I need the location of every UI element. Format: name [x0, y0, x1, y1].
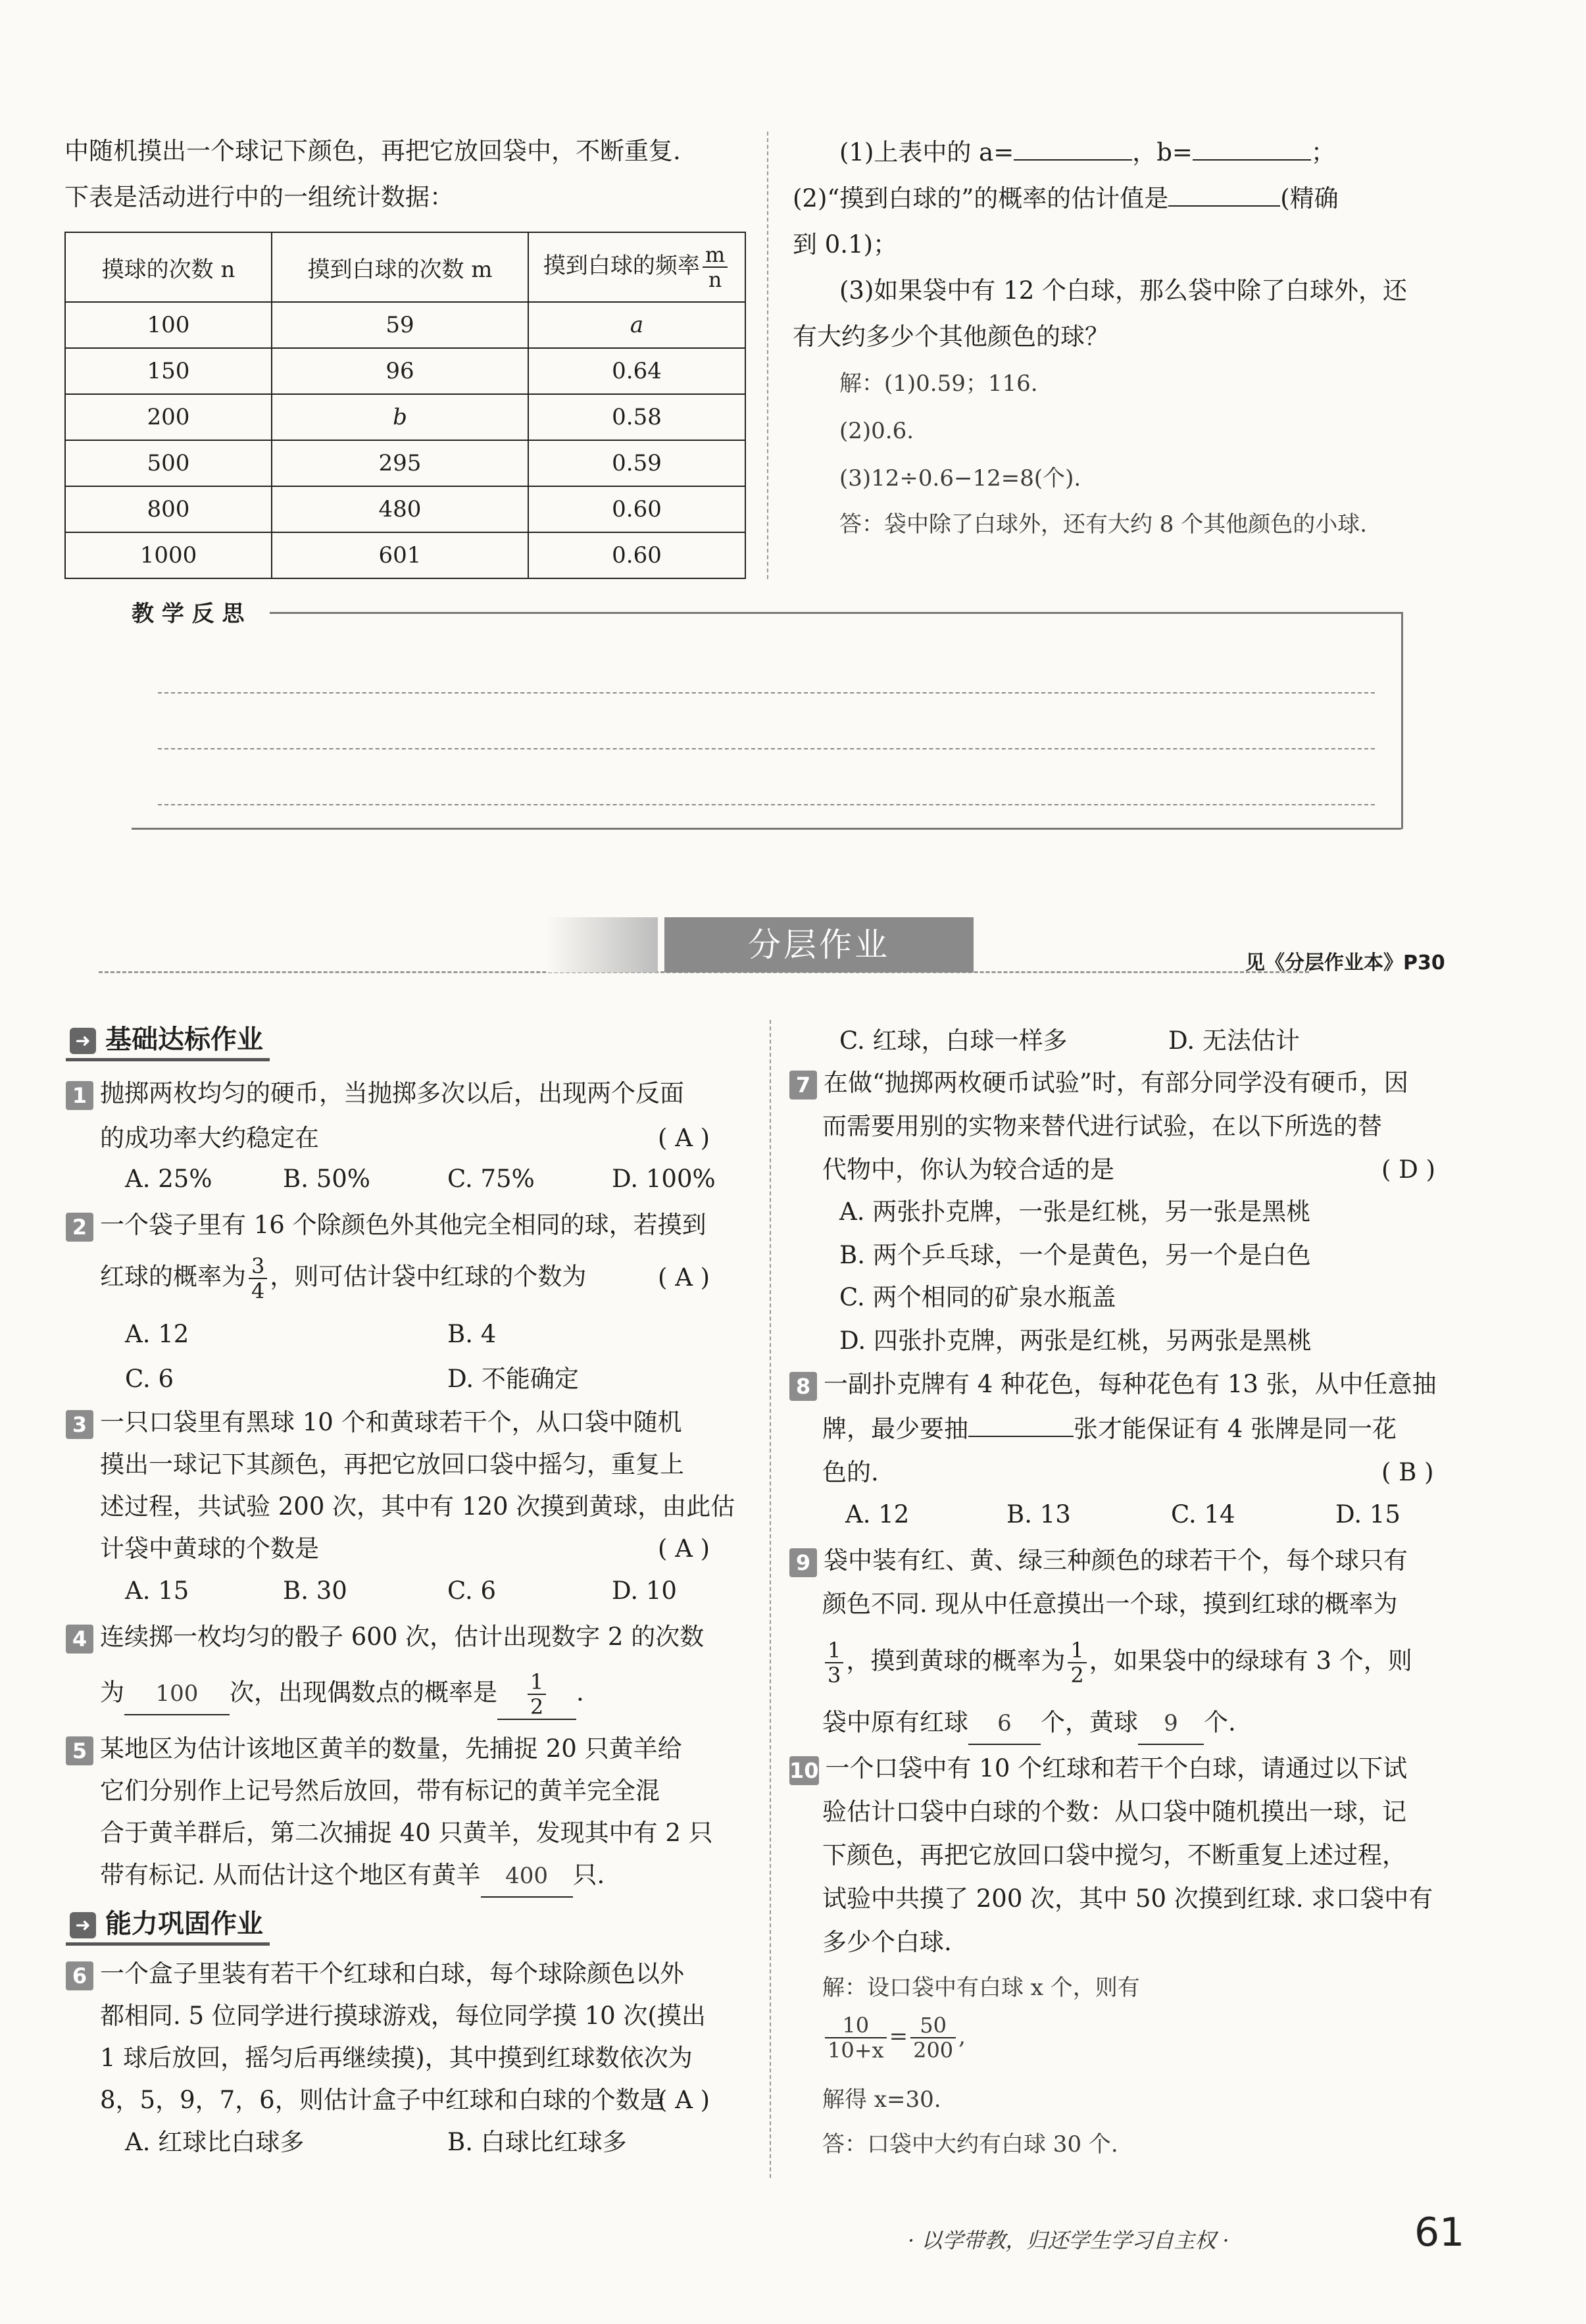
q9-line2: 颜色不同. 现从中任意摸出一个球，摸到红球的概率为: [822, 1590, 1398, 1618]
q7-line2: 而需要用别的实物来替代进行试验，在以下所选的替: [822, 1112, 1382, 1140]
column-divider: [767, 132, 768, 579]
q1-answer: ( A ): [658, 1124, 710, 1152]
q2-opt: B. 4: [447, 1320, 497, 1348]
tr-answer-1: 解：(1)0.59；116.: [839, 370, 1038, 397]
q4: 4 连续掷一枚均匀的骰子 600 次，估计出现数字 2 的次数: [66, 1616, 704, 1658]
cell: 0.64: [528, 348, 745, 394]
cell: 0.60: [528, 486, 745, 532]
q5-line4: 带有标记. 从而估计这个地区有黄羊 400 只.: [100, 1854, 605, 1898]
q6-answer: ( A ): [658, 2086, 710, 2114]
q7-opt: A. 两张扑克牌，一张是红桃，另一张是黑桃: [839, 1198, 1311, 1226]
q7-opt: C. 两个相同的矿泉水瓶盖: [839, 1283, 1116, 1311]
q2-opt: A. 12: [125, 1320, 189, 1348]
q10-equation: $\frac{10}{10+x}$ = $\frac{50}{200}$ ,: [822, 2013, 966, 2062]
q10-line3: 下颜色，再把它放回口袋中搅匀，不断重复上述过程，: [822, 1841, 1406, 1869]
tr-q3: (3)如果袋中有 12 个白球，那么袋中除了白球外，还: [839, 276, 1408, 305]
cell: 0.58: [528, 394, 745, 440]
q1-opt: D. 100%: [612, 1165, 716, 1193]
q10-line4: 试验中共摸了 200 次，其中 50 次摸到红球. 求口袋中有: [822, 1884, 1433, 1913]
q8-answer: ( B ): [1381, 1458, 1434, 1486]
reflection-line: [158, 804, 1375, 805]
table-row: [65, 532, 745, 578]
intro-line-1: 中随机摸出一个球记下颜色，再把它放回袋中，不断重复.: [64, 137, 681, 165]
cell: 480: [272, 486, 528, 532]
q3-opt: A. 15: [125, 1577, 189, 1605]
q8-opt: C. 14: [1171, 1500, 1235, 1528]
q7: 7 在做“抛掷两枚硬币试验”时，有部分同学没有硬币，因: [789, 1062, 1408, 1104]
page-number: 61: [1414, 2210, 1465, 2256]
reflection-line: [158, 692, 1375, 694]
cell: 800: [65, 486, 272, 532]
q9: 9 袋中装有红、黄、绿三种颜色的球若干个，每个球只有: [789, 1540, 1408, 1582]
q2: 2 一个袋子里有 16 个除颜色外其他完全相同的球，若摸到: [66, 1204, 706, 1246]
banner-title: 分层作业: [664, 917, 974, 973]
banner-fade: [546, 917, 658, 973]
q8: 8 一副扑克牌有 4 种花色，每种花色有 13 张，从中任意抽: [789, 1363, 1437, 1405]
section-basic: ➜ 基础达标作业: [66, 1021, 270, 1061]
arrow-icon: ➜: [70, 1028, 96, 1054]
column-divider: [770, 1020, 771, 2178]
arrow-icon: ➜: [70, 1912, 96, 1938]
q9-line4: 袋中原有红球 6 个，黄球 9 个.: [822, 1702, 1236, 1745]
q6-opt: D. 无法估计: [1168, 1026, 1300, 1055]
tr-answer-3: (3)12÷0.6−12=8(个).: [839, 465, 1081, 492]
q6-line4: 8，5，9，7，6，则估计盒子中红球和白球的个数是: [100, 2086, 664, 2114]
q3-line4: 计袋中黄球的个数是: [100, 1534, 319, 1563]
workbook-reference: 见《分层作业本》P30: [1245, 951, 1445, 974]
cell: a: [528, 302, 745, 348]
q7-answer: ( D ): [1381, 1155, 1436, 1184]
q7-opt: D. 四张扑克牌，两张是红桃，另两张是黑桃: [839, 1326, 1312, 1355]
reflection-label: 教 学 反 思: [132, 601, 245, 627]
tr-answer-4: 答：袋中除了白球外，还有大约 8 个其他颜色的小球.: [839, 511, 1368, 538]
q6-opt: C. 红球，白球一样多: [839, 1026, 1068, 1055]
q1-opt: B. 50%: [283, 1165, 370, 1193]
q6-opt: B. 白球比红球多: [447, 2128, 627, 2156]
cell: 200: [65, 394, 272, 440]
reflection-bottom: [132, 828, 1401, 830]
q6-line2: 都相同. 5 位同学进行摸球游戏，每位同学摸 10 次(摸出: [100, 2002, 706, 2030]
footer-slogan: · 以学带教，归还学生学习自主权 ·: [908, 2228, 1229, 2253]
q1: 1 抛掷两枚均匀的硬币，当抛掷多次以后，出现两个反面: [66, 1073, 684, 1115]
q8-line3: 色的.: [822, 1458, 879, 1486]
table-row: [65, 394, 745, 440]
q8-opt: D. 15: [1335, 1500, 1400, 1528]
q6: 6 一个盒子里装有若干个红球和白球，每个球除颜色以外: [66, 1953, 684, 1995]
cell: 100: [65, 302, 272, 348]
cell: 0.60: [528, 532, 745, 578]
reflection-line: [158, 748, 1375, 749]
q6-opt: A. 红球比白球多: [125, 2128, 305, 2156]
q9-line3: $\frac{1}{3}$ ，摸到黄球的概率为 $\frac{1}{2}$ ，如果袋中的绿球有 3 个，则: [822, 1638, 1412, 1687]
tr-q2-line2: 到 0.1)；: [793, 230, 898, 259]
cell: 500: [65, 440, 272, 486]
q8-opt: B. 13: [1006, 1500, 1071, 1528]
q7-line3: 代物中，你认为较合适的是: [822, 1155, 1114, 1184]
q3-line3: 述过程，共试验 200 次，其中有 120 次摸到黄球，由此估: [100, 1492, 735, 1521]
q10-line2: 验估计口袋中白球的个数：从口袋中随机摸出一球，记: [822, 1798, 1406, 1826]
tr-answer-2: (2)0.6.: [839, 418, 914, 444]
table-row: [65, 302, 745, 348]
q10-solution-3: 解得 x=30.: [822, 2086, 941, 2113]
q1-opt: C. 75%: [447, 1165, 535, 1193]
q2-line2: 红球的概率为 $\frac{3}{4}$ ，则可估计袋中红球的个数为: [100, 1253, 587, 1303]
header-n: 摸球的次数 n: [65, 232, 272, 302]
q3-line2: 摸出一球记下其颜色，再把它放回口袋中摇匀，重复上: [100, 1450, 684, 1478]
tr-q2: (2)“摸到白球的”的概率的估计值是 (精确: [793, 184, 1339, 213]
table-row: [65, 440, 745, 486]
header-freq: 摸到白球的频率 $\frac{m}{n}$: [528, 232, 745, 302]
cell: 150: [65, 348, 272, 394]
q3-opt: B. 30: [283, 1577, 347, 1605]
header-m: 摸到白球的次数 m: [272, 232, 528, 302]
reflection-rule: [270, 612, 1401, 614]
section-ability: ➜ 能力巩固作业: [66, 1906, 270, 1946]
q8-line2: 牌，最少要抽 张才能保证有 4 张牌是同一花: [822, 1415, 1397, 1443]
q1-opt: A. 25%: [125, 1165, 212, 1193]
q10-line5: 多少个白球.: [822, 1928, 952, 1956]
intro-line-2: 下表是活动进行中的一组统计数据：: [64, 183, 454, 211]
tr-q3-line2: 有大约多少个其他颜色的球？: [793, 322, 1109, 351]
stats-table: [64, 232, 746, 579]
q5-line3: 合于黄羊群后，第二次捕捉 40 只黄羊，发现其中有 2 只: [100, 1819, 713, 1847]
q7-opt: B. 两个乒乓球，一个是黄色，另一个是白色: [839, 1241, 1311, 1269]
q6-line3: 1 球后放回，摇匀后再继续摸)，其中摸到红球数依次为: [100, 2044, 693, 2072]
cell: 295: [272, 440, 528, 486]
cell: 96: [272, 348, 528, 394]
q5-line2: 它们分别作上记号然后放回，带有标记的黄羊完全混: [100, 1777, 660, 1805]
cell: b: [272, 394, 528, 440]
q5: 5 某地区为估计该地区黄羊的数量，先捕捉 20 只黄羊给: [66, 1728, 682, 1770]
q2-opt: C. 6: [125, 1365, 174, 1393]
q2-opt: D. 不能确定: [447, 1365, 579, 1393]
table-header-row: [65, 232, 745, 302]
cell: 59: [272, 302, 528, 348]
cell: 0.59: [528, 440, 745, 486]
cell: 1000: [65, 532, 272, 578]
q3-opt: D. 10: [612, 1577, 677, 1605]
table-row: [65, 348, 745, 394]
q4-line2: 为 100 次，出现偶数点的概率是 $\frac{1}{2}$ .: [100, 1669, 584, 1719]
q8-opt: A. 12: [845, 1500, 910, 1528]
cell: 601: [272, 532, 528, 578]
q1-line2: 的成功率大约稳定在: [100, 1124, 319, 1152]
table-row: [65, 486, 745, 532]
q3-opt: C. 6: [447, 1577, 497, 1605]
q2-answer: ( A ): [658, 1263, 710, 1292]
q10: 10 一个口袋中有 10 个红球和若干个白球，请通过以下试: [789, 1748, 1407, 1790]
q3-answer: ( A ): [658, 1534, 710, 1563]
q10-solution-4: 答：口袋中大约有白球 30 个.: [822, 2131, 1118, 2158]
q10-solution-1: 解：设口袋中有白球 x 个，则有: [822, 1975, 1140, 2001]
reflection-border-right: [1401, 612, 1403, 829]
q3: 3 一只口袋里有黑球 10 个和黄球若干个，从口袋中随机: [66, 1402, 682, 1444]
tr-q1: (1)上表中的 a= ，b= ；: [839, 138, 1335, 166]
